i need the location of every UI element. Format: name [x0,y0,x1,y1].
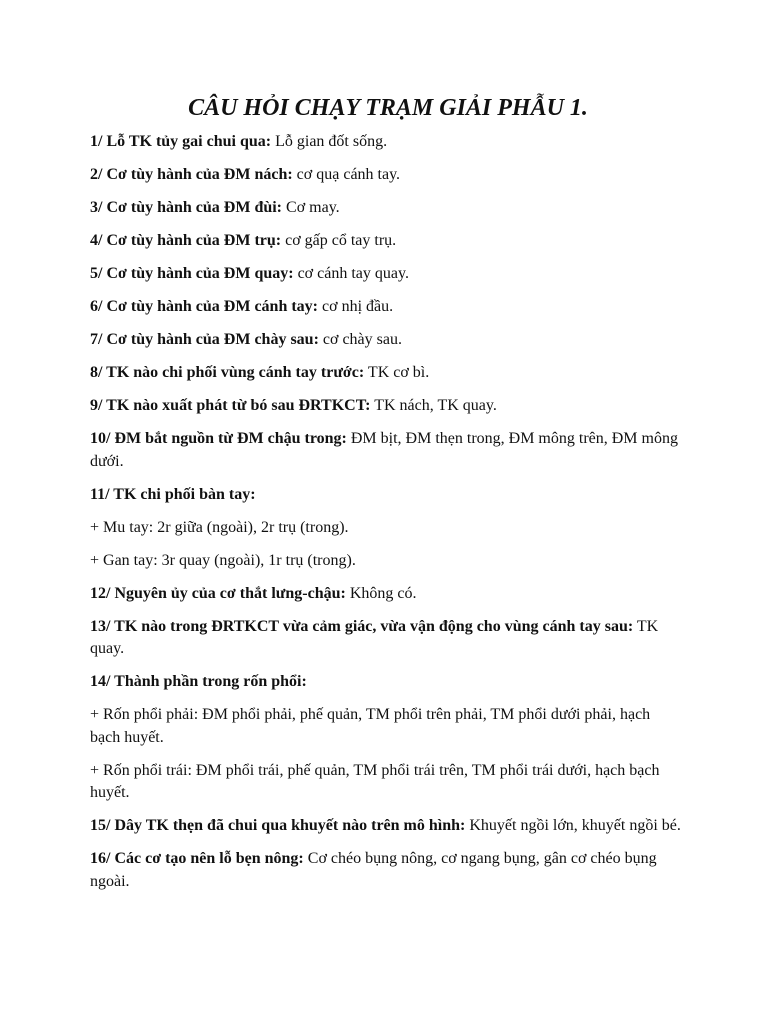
question-text: 6/ Cơ tùy hành của ĐM cánh tay: [90,298,318,315]
question-text: 2/ Cơ tùy hành của ĐM nách: [90,166,293,183]
list-item [90,428,682,473]
document-title: CÂU HỎI CHẠY TRẠM GIẢI PHẪU 1. [188,95,588,121]
answer-text: Cơ chéo bụng nông, cơ ngang bụng, gân cơ chéo bụng ngoài. [90,850,657,890]
list-item [90,263,682,286]
question-text: 8/ TK nào chi phối vùng cánh tay trước: [90,364,365,381]
question-text: 10/ ĐM bắt nguồn từ ĐM chậu trong: [90,430,347,447]
question-text: 16/ Các cơ tạo nên lỗ bẹn nông: [90,850,304,867]
answer-text: TK quay. [90,617,659,657]
list-item [90,395,682,418]
list-item [90,616,682,661]
list-item [90,484,682,507]
question-text: 5/ Cơ tùy hành của ĐM quay: [90,265,294,282]
answer-text: TK nách, TK quay. [370,397,497,414]
answer-text: cơ chày sau. [318,331,402,348]
list-item [90,815,682,838]
answer-text: Cơ may. [282,199,340,216]
question-text: 14/ Thành phần trong rốn phổi: [90,673,307,690]
answer-text: TK cơ bì. [364,364,430,381]
list-item [90,131,682,154]
list-item [90,296,682,319]
list-item [90,517,682,540]
question-text: 3/ Cơ tùy hành của ĐM đùi: [90,199,283,216]
answer-text: + Gan tay: 3r quay (ngoài), 1r trụ (trong). [90,551,356,569]
list-item [90,848,682,893]
answer-text: + Mu tay: 2r giữa (ngoài), 2r trụ (trong). [90,518,349,536]
question-text: 12/ Nguyên ủy của cơ thắt lưng-chậu: [90,584,346,602]
answer-text: cơ quạ cánh tay. [292,166,401,183]
question-text: 15/ Dây TK thẹn đã chui qua khuyết nào trên mô hình: [90,817,466,834]
list-item [90,760,682,805]
answer-text: ĐM bịt, ĐM thẹn trong, ĐM mông trên, ĐM mông dưới. [90,430,678,470]
question-text: 9/ TK nào xuất phát từ bó sau ĐRTKCT: [90,397,371,414]
answer-text: cơ nhị đầu. [318,298,394,315]
list-item [90,197,682,220]
list-item [90,164,682,187]
list-item [90,362,682,385]
answer-text: cơ cánh tay quay. [293,265,409,282]
list-item [90,583,682,606]
answer-text: + Rốn phổi phải: ĐM phổi phải, phế quản, TM phổi trên phải, TM phổi dưới phải, hạch bạch huyết. [90,706,651,746]
answer-text: Khuyết ngồi lớn, khuyết ngồi bé. [465,817,681,834]
list-item [90,329,682,352]
question-text: 11/ TK chi phối bàn tay: [90,485,256,503]
question-text: 13/ TK nào trong ĐRTKCT vừa cảm giác, vừa vận động cho vùng cánh tay sau: [90,617,634,635]
list-item [90,550,682,573]
answer-text: + Rốn phổi trái: ĐM phổi trái, phế quản, TM phổi trái trên, TM phổi trái dưới, hạch bạch huyết. [90,761,660,801]
question-text: 4/ Cơ tùy hành của ĐM trụ: [90,232,282,249]
question-text: 7/ Cơ tùy hành của ĐM chày sau: [90,331,319,348]
answer-text: cơ gấp cổ tay trụ. [281,232,397,249]
answer-text: Lỗ gian đốt sống. [271,133,388,150]
answer-text: Không có. [345,584,417,602]
list-item [90,671,682,694]
list-item [90,704,682,749]
question-text: 1/ Lỗ TK tủy gai chui qua: [90,133,272,150]
list-item [90,230,682,253]
question-list [90,131,682,893]
